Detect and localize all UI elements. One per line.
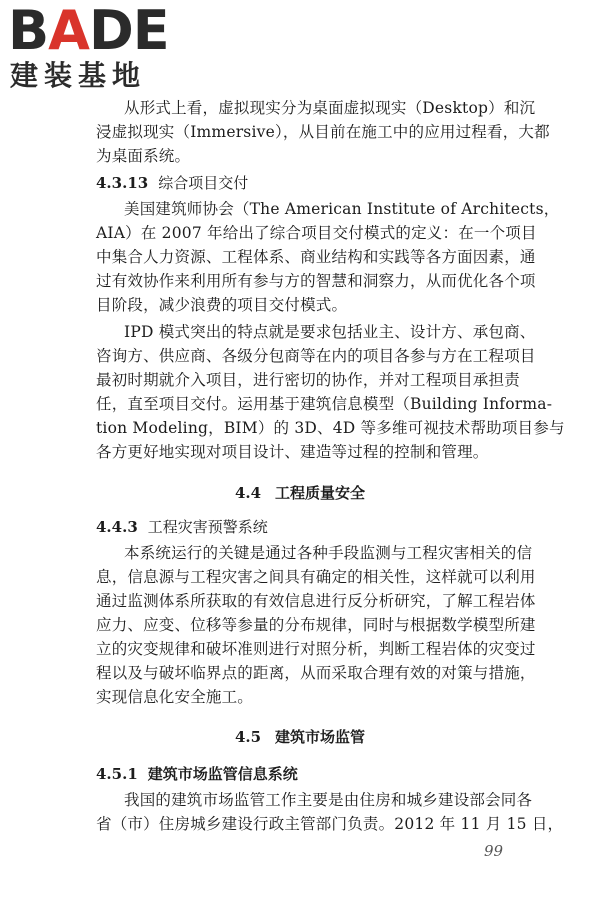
paragraph-line: 立的灾变规律和破坏准则进行对照分析，判断工程岩体的灾变过 xyxy=(96,640,536,658)
heading-number: 4.4 xyxy=(234,484,262,502)
paragraph-line: 息，信息源与工程灾害之间具有确定的相关性，这样就可以利用 xyxy=(96,568,536,586)
subsection-heading-4-5-1 xyxy=(96,764,298,784)
paragraph-line: 最初时期就介入项目，进行密切的协作，并对工程项目承担责 xyxy=(96,371,520,389)
logo-chinese-text: 建装基地 xyxy=(10,59,147,92)
paragraph-line: 过有效协作来利用所有参与方的智慧和洞察力，从而优化各个项 xyxy=(96,272,536,290)
section-heading-4-4 xyxy=(0,483,600,503)
heading-title: 工程质量安全 xyxy=(275,484,366,502)
heading-number: 4.4.3 xyxy=(96,518,138,536)
paragraph-line: 中集合人力资源、工程体系、商业结构和实践等各方面因素，通 xyxy=(96,248,536,266)
paragraph-line: IPD 模式突出的特点就是要求包括业主、设计方、承包商、 xyxy=(124,323,536,341)
subsection-heading-4-3-13 xyxy=(96,173,248,193)
page-number: 99 xyxy=(484,842,504,860)
paragraph-line: 咨询方、供应商、各级分包商等在内的项目各参与方在工程项目 xyxy=(96,347,536,365)
paragraph-line: 我国的建筑市场监管工作主要是由住房和城乡建设部会同各 xyxy=(124,791,533,809)
paragraph-line: 浸虚拟现实（Immersive），从目前在施工中的应用过程看，大都 xyxy=(96,123,550,141)
logo-wordmark: BADE xyxy=(8,0,169,62)
paragraph-line: 目阶段，减少浪费的项目交付模式。 xyxy=(96,296,348,314)
paragraph-line: 省（市）住房城乡建设行政主管部门负责。2012 年 11 月 15 日， xyxy=(96,815,564,833)
heading-title: 建筑市场监管 xyxy=(275,728,366,746)
paragraph-line: 从形式上看，虚拟现实分为桌面虚拟现实（Desktop）和沉 xyxy=(124,99,536,117)
paragraph-line: 实现信息化安全施工。 xyxy=(96,688,254,706)
paragraph-line: 为桌面系统。 xyxy=(96,147,191,165)
heading-number: 4.3.13 xyxy=(96,174,149,192)
heading-title: 综合项目交付 xyxy=(158,174,249,192)
heading-title: 建筑市场监管信息系统 xyxy=(147,765,298,783)
paragraph-line: 本系统运行的关键是通过各种手段监测与工程灾害相关的信 xyxy=(124,544,533,562)
subsection-heading-4-4-3 xyxy=(96,517,268,537)
heading-number: 4.5 xyxy=(234,728,262,746)
paragraph-line: 各方更好地实现对项目设计、建造等过程的控制和管理。 xyxy=(96,443,489,461)
paragraph-line: 美国建筑师协会（The American Institute of Architects， xyxy=(124,200,560,218)
bade-logo xyxy=(8,0,178,96)
section-heading-4-5 xyxy=(0,727,600,747)
heading-title: 工程灾害预警系统 xyxy=(147,518,268,536)
paragraph-line: 程以及与破坏临界点的距离，从而采取合理有效的对策与措施， xyxy=(96,664,536,682)
heading-number: 4.5.1 xyxy=(96,765,138,783)
paragraph-line: 任，直至项目交付。运用基于建筑信息模型（Building Informa- xyxy=(96,395,553,413)
paragraph-line: tion Modeling，BIM）的 3D、4D 等多维可视技术帮助项目参与 xyxy=(96,419,565,437)
paragraph-line: AIA）在 2007 年给出了综合项目交付模式的定义：在一个项目 xyxy=(96,224,537,242)
paragraph-line: 通过监测体系所获取的有效信息进行反分析研究，了解工程岩体 xyxy=(96,592,536,610)
paragraph-line: 应力、应变、位移等参量的分布规律，同时与根据数学模型所建 xyxy=(96,616,536,634)
